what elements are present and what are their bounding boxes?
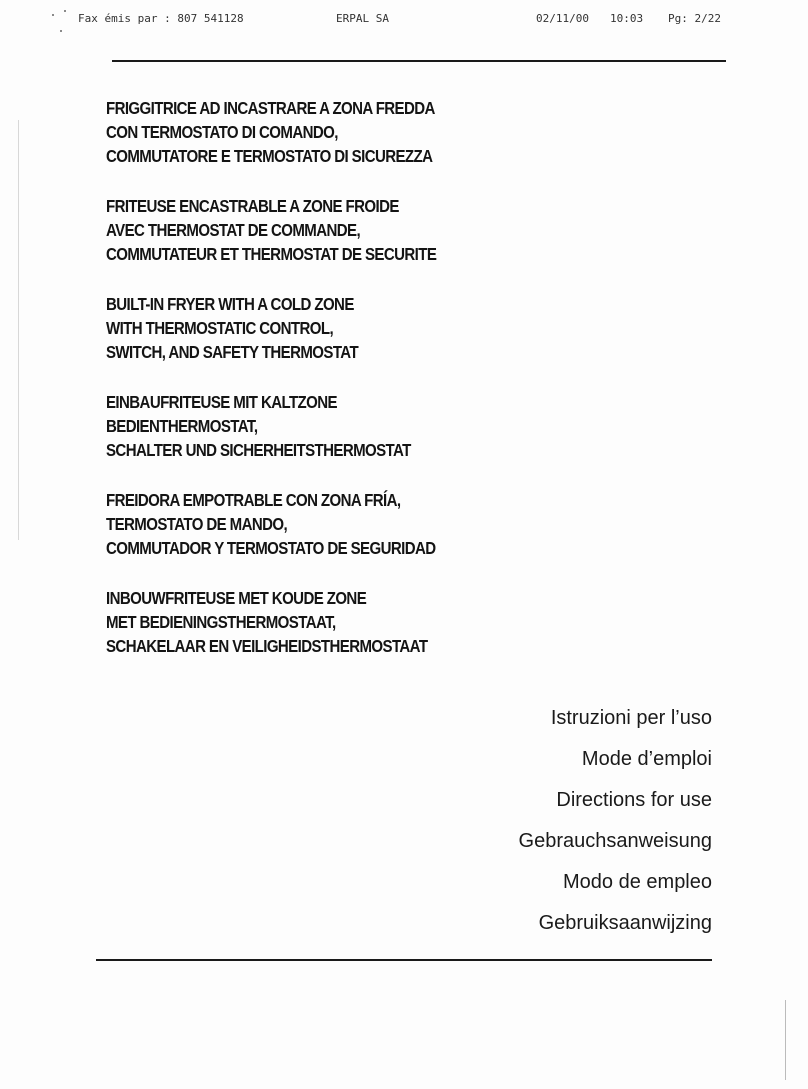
title-line: BEDIENTHERMOSTAT, [106, 416, 258, 436]
title-line: FRIGGITRICE AD INCASTRARE A ZONA FREDDA [106, 98, 435, 118]
fax-time: 10:03 [610, 12, 644, 25]
title-line: COMMUTATEUR ET THERMOSTAT DE SECURITE [106, 244, 437, 264]
title-line: FRITEUSE ENCASTRABLE A ZONE FROIDE [106, 196, 399, 216]
title-line: CON TERMOSTATO DI COMANDO, [106, 122, 338, 142]
direction-label: Mode d’emploi [581, 748, 712, 770]
title-line: BUILT-IN FRYER WITH A COLD ZONE [106, 294, 354, 314]
title-line: FREIDORA EMPOTRABLE CON ZONA FRÍA, [106, 490, 401, 510]
title-line: COMMUTATORE E TERMOSTATO DI SICUREZZA [106, 146, 433, 166]
title-line: SCHALTER UND SICHERHEITSTHERMOSTAT [106, 440, 411, 460]
scan-speck [60, 30, 62, 32]
title-line: WITH THERMOSTATIC CONTROL, [106, 318, 334, 338]
title-line: EINBAUFRITEUSE MIT KALTZONE [106, 392, 337, 412]
directions-list [392, 698, 712, 944]
title-block-de [106, 390, 467, 462]
fax-sender: Fax émis par : 807 541128 [78, 12, 244, 25]
fax-header [0, 12, 808, 32]
fax-page-number: Pg: 2/22 [668, 12, 721, 25]
scan-speck [64, 10, 66, 12]
direction-label: Modo de empleo [563, 871, 712, 893]
fax-company: ERPAL SA [336, 12, 389, 25]
bottom-divider [96, 959, 712, 961]
direction-label: Directions for use [556, 789, 712, 811]
scan-edge-mark [785, 1000, 786, 1080]
title-block-es [106, 488, 467, 560]
product-titles [106, 96, 526, 684]
fax-date: 02/11/00 [536, 12, 589, 25]
title-block-nl [106, 586, 467, 658]
scan-speck [52, 14, 54, 16]
title-line: MET BEDIENINGSTHERMOSTAAT, [106, 612, 336, 632]
title-line: AVEC THERMOSTAT DE COMMANDE, [106, 220, 361, 240]
title-block-fr [106, 194, 467, 266]
top-divider [112, 60, 726, 62]
title-line: TERMOSTATO DE MANDO, [106, 514, 288, 534]
title-line: SWITCH, AND SAFETY THERMOSTAT [106, 342, 359, 362]
direction-label: Gebruiksaanwijzing [538, 912, 712, 934]
direction-label: Gebrauchsanweisung [518, 830, 712, 852]
title-block-it [106, 96, 467, 168]
title-line: INBOUWFRITEUSE MET KOUDE ZONE [106, 588, 367, 608]
scan-edge-mark [18, 120, 19, 540]
title-line: COMMUTADOR Y TERMOSTATO DE SEGURIDAD [106, 538, 436, 558]
direction-label: Istruzioni per l’uso [550, 707, 712, 729]
title-line: SCHAKELAAR EN VEILIGHEIDSTHERMOSTAAT [106, 636, 428, 656]
title-block-en [106, 292, 467, 364]
